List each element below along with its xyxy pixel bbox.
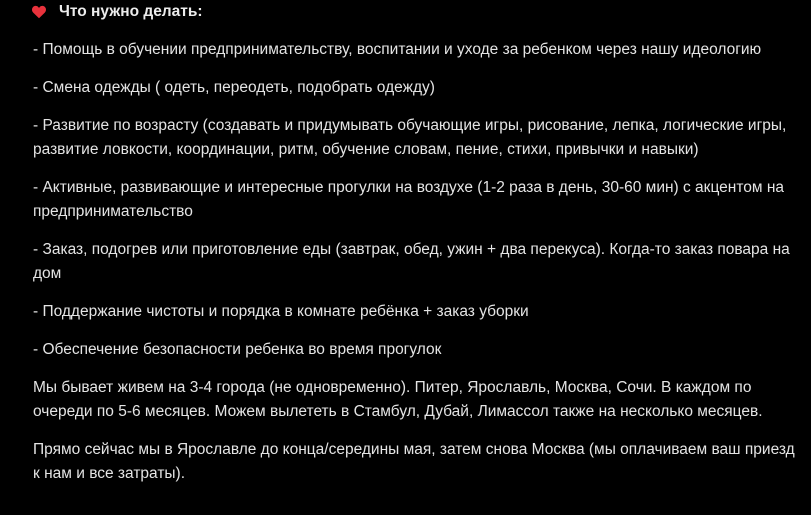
list-item: - Развитие по возрасту (создавать и придумывать обучающие игры, рисование, лепка, логические игры, развитие ловкости, координации, ритм, обучение словам, пение, стихи, привычки и навыки) [33, 117, 787, 158]
paragraph: Прямо сейчас мы в Ярославле до конца/середины мая, затем снова Москва (мы оплачиваем ваш приезд к нам и все затраты). [33, 441, 795, 482]
list-item: - Активные, развивающие и интересные прогулки на воздухе (1-2 раза в день, 30-60 мин) с акцентом на предпринимательство [33, 179, 785, 220]
list-item: - Смена одежды ( одеть, переодеть, подобрать одежду) [33, 79, 435, 96]
paragraph: Мы бывает живем на 3-4 города (не одновременно). Питер, Ярославль, Москва, Сочи. В каждом по очереди по 5-6 месяцев. Можем вылететь в Стамбул, Дубай, Лимассол также на несколько месяцев. [33, 379, 763, 420]
list-item: - Заказ, подогрев или приготовление еды (завтрак, обед, ужин + два перекуса). Когда-то заказ повара на дом [33, 241, 790, 282]
section-heading [33, 0, 799, 24]
heart-icon [31, 4, 47, 20]
list-item: - Помощь в обучении предпринимательству, воспитании и уходе за ребенком через нашу идеологию [33, 41, 762, 58]
list-item: - Поддержание чистоты и порядка в комнате ребёнка + заказ уборки [33, 303, 529, 320]
list-item: - Обеспечение безопасности ребенка во время прогулок [33, 341, 442, 358]
heading-text: Что нужно делать: [59, 3, 203, 20]
